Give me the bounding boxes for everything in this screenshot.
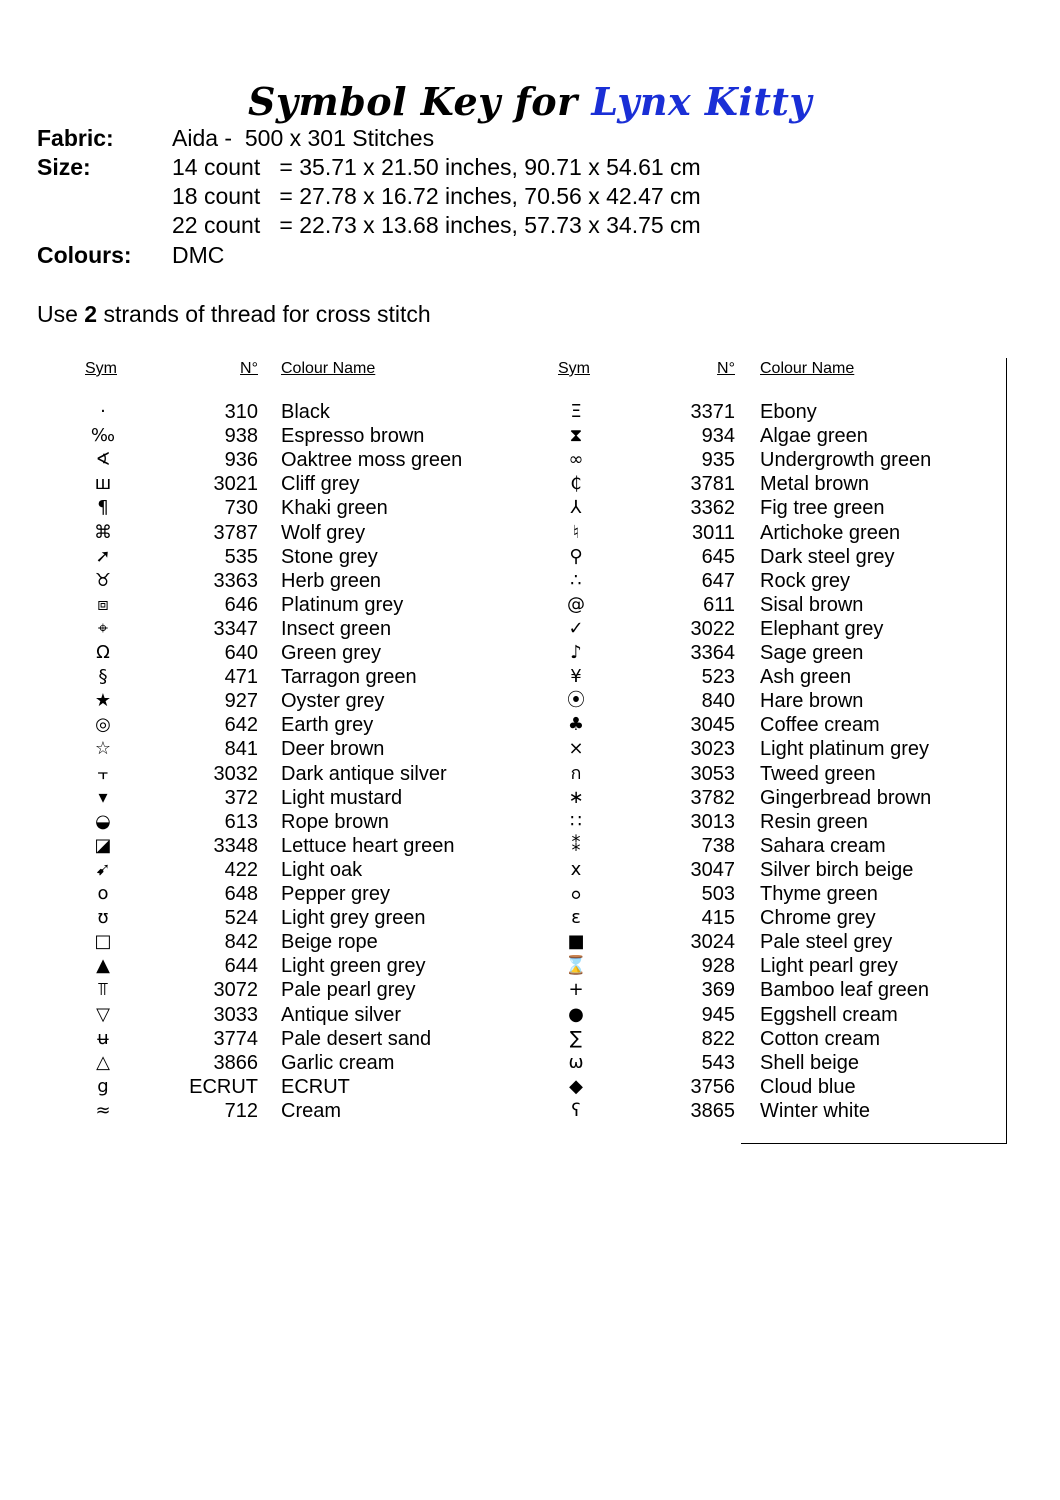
right-dmc-number: 611 xyxy=(703,593,735,616)
right-dmc-number: 415 xyxy=(701,907,735,930)
right-dmc-number: 3865 xyxy=(690,1099,735,1122)
right-dmc-number: 935 xyxy=(701,449,735,472)
right-symbol: ◆ xyxy=(569,1075,583,1097)
left-dmc-number: 3033 xyxy=(213,1003,258,1026)
fabric-value: Aida - 500 x 301 Stitches xyxy=(172,125,435,151)
right-symbol: Ξ xyxy=(570,401,582,422)
left-symbol: ➹ xyxy=(95,858,111,880)
right-dmc-number: 840 xyxy=(701,690,735,713)
left-symbol: ⫪ xyxy=(97,979,109,1001)
right-dmc-number: 3053 xyxy=(690,762,735,785)
right-symbol: ⧗ xyxy=(569,425,583,447)
right-colour-name: Ebony xyxy=(760,401,817,423)
left-symbol: ʊ xyxy=(97,907,109,929)
page-title xyxy=(0,78,1060,126)
right-dmc-number: 928 xyxy=(701,955,735,978)
right-colour-name: Resin green xyxy=(760,810,868,833)
right-dmc-number: 945 xyxy=(701,1003,735,1026)
right-symbol: ⌛ xyxy=(564,955,588,977)
right-symbol: ⅄ xyxy=(570,497,582,519)
right-colour-name: Hare brown xyxy=(760,690,864,713)
left-dmc-number: 842 xyxy=(224,931,258,954)
left-dmc-number: 648 xyxy=(224,883,258,905)
left-symbol: ▲ xyxy=(96,955,110,977)
left-colour-name: Cliff grey xyxy=(281,473,360,496)
left-colour-name: ECRUT xyxy=(281,1075,350,1098)
left-colour-name: Light green grey xyxy=(281,955,426,978)
right-colour-name: Chrome grey xyxy=(760,907,876,930)
title-prefix: Symbol Key for xyxy=(247,79,578,124)
left-dmc-number: 535 xyxy=(224,545,258,568)
left-colour-name: Rope brown xyxy=(281,810,389,833)
size-22: 22 count = 22.73 x 13.68 inches, 57.73 x 34.75 cm xyxy=(172,212,701,238)
left-symbol: ≈ xyxy=(95,1099,111,1121)
right-symbol: ¥ xyxy=(570,666,582,688)
right-colour-name: Cotton cream xyxy=(760,1027,881,1050)
left-symbol: ⌘ xyxy=(94,521,112,543)
left-colour-name: Black xyxy=(281,401,330,423)
right-symbol: ♮ xyxy=(572,521,580,543)
left-symbol: ★ xyxy=(94,690,112,712)
left-dmc-number: 927 xyxy=(224,690,258,713)
left-symbol: · xyxy=(100,401,106,422)
left-dmc-number: 310 xyxy=(224,401,258,423)
left-dmc-number: 841 xyxy=(224,738,258,761)
left-dmc-number: 730 xyxy=(224,497,258,520)
left-dmc-number: 422 xyxy=(224,858,258,881)
left-colour-name: Wolf grey xyxy=(281,521,366,544)
left-symbol: § xyxy=(98,666,108,688)
left-colour-name: Earth grey xyxy=(281,714,374,737)
right-sym-header: Sym xyxy=(558,360,590,377)
right-dmc-number: 934 xyxy=(701,425,735,448)
right-symbol: ε xyxy=(571,907,581,929)
right-dmc-number: 503 xyxy=(701,883,735,905)
size-14: 14 count = 35.71 x 21.50 inches, 90.71 x 54.61 cm xyxy=(172,154,701,180)
left-symbol: □ xyxy=(94,931,112,953)
right-dmc-number: 3023 xyxy=(690,738,735,761)
left-symbol: ▽ xyxy=(96,1003,110,1025)
right-dmc-number: 523 xyxy=(701,666,735,689)
left-dmc-number: 642 xyxy=(224,714,258,737)
left-dmc-number: 3348 xyxy=(213,834,258,857)
right-dmc-number: 3024 xyxy=(690,931,735,954)
right-symbol: @ xyxy=(567,593,585,615)
left-colour-name: Pale pearl grey xyxy=(281,979,416,1002)
right-colour-name: Light pearl grey xyxy=(760,955,898,978)
left-dmc-number: 646 xyxy=(224,593,258,616)
left-colour-name: Tarragon green xyxy=(281,666,417,689)
left-symbol: Ω xyxy=(96,642,110,663)
left-colour-name: Green grey xyxy=(281,642,382,664)
right-symbol: + xyxy=(568,979,584,1001)
left-name-header: Colour Name xyxy=(281,360,376,377)
right-dmc-number: 3756 xyxy=(690,1075,735,1098)
right-dmc-number: 3045 xyxy=(690,714,735,737)
left-dmc-number: 3363 xyxy=(213,569,258,592)
right-dmc-number: 3371 xyxy=(690,401,735,423)
left-dmc-number: 640 xyxy=(224,642,258,664)
left-colour-name: Light oak xyxy=(281,858,363,881)
right-num-header: N° xyxy=(717,360,735,377)
right-colour-name: Pale steel grey xyxy=(760,931,893,954)
left-symbol: ♉ xyxy=(94,569,112,591)
right-dmc-number: 369 xyxy=(701,979,735,1002)
right-symbol: ∗ xyxy=(568,786,584,808)
right-symbol: ✓ xyxy=(568,617,584,639)
frame-right-border xyxy=(1006,358,1007,1143)
right-colour-name: Metal brown xyxy=(760,473,869,496)
right-colour-name: Elephant grey xyxy=(760,617,884,640)
strands-post: strands of thread for cross stitch xyxy=(97,301,431,327)
left-sym-header: Sym xyxy=(85,360,117,377)
left-symbol: ш xyxy=(94,473,112,495)
left-num-header: N° xyxy=(240,360,258,377)
right-colour-name: Ash green xyxy=(760,666,852,689)
right-symbol: ⨯ xyxy=(568,738,584,760)
right-colour-name: Algae green xyxy=(760,425,868,448)
left-colour-name: Pepper grey xyxy=(281,883,390,905)
left-dmc-number: 3347 xyxy=(213,617,258,640)
right-colour-name: Undergrowth green xyxy=(760,449,932,472)
left-colour-name: Light mustard xyxy=(281,786,403,809)
left-colour-name: Garlic cream xyxy=(281,1051,395,1074)
right-colour-name: Eggshell cream xyxy=(760,1003,898,1026)
left-symbol: ⧈ xyxy=(97,593,109,615)
pattern-name: Lynx Kitty xyxy=(591,79,813,124)
right-dmc-number: 3362 xyxy=(690,497,735,520)
left-dmc-number: 3032 xyxy=(213,762,258,785)
right-symbol: ₵ xyxy=(570,473,582,495)
right-dmc-number: 822 xyxy=(701,1027,735,1050)
right-symbol: ■ xyxy=(567,931,585,953)
right-dmc-number: 645 xyxy=(701,545,735,568)
right-colour-name: Artichoke green xyxy=(760,521,901,544)
right-colour-name: Dark steel grey xyxy=(760,545,895,568)
left-symbol: ⫟ xyxy=(97,762,109,784)
left-colour-name: Light grey green xyxy=(281,907,426,930)
left-colour-name: Cream xyxy=(281,1099,342,1122)
left-symbol: ◎ xyxy=(95,714,111,736)
right-symbol: ● xyxy=(568,1003,584,1025)
right-dmc-number: 3022 xyxy=(690,617,735,640)
left-dmc-number: ECRUT xyxy=(189,1075,258,1098)
left-colour-name: Insect green xyxy=(281,617,392,640)
right-colour-name: Winter white xyxy=(760,1099,871,1122)
left-colour-name: Antique silver xyxy=(281,1003,402,1026)
left-symbol: ▾ xyxy=(98,786,108,808)
right-symbol: ∞ xyxy=(568,449,584,471)
left-symbol: ʉ xyxy=(97,1027,109,1049)
left-symbol: ◒ xyxy=(95,810,111,832)
left-dmc-number: 3866 xyxy=(213,1051,258,1074)
left-colour-name: Deer brown xyxy=(281,738,385,761)
left-colour-name: Dark antique silver xyxy=(281,762,447,785)
right-dmc-number: 647 xyxy=(701,569,735,592)
left-colour-name: Khaki green xyxy=(281,497,388,520)
left-dmc-number: 3787 xyxy=(213,521,258,544)
right-colour-name: Bamboo leaf green xyxy=(760,979,930,1002)
right-colour-name: Fig tree green xyxy=(760,497,885,520)
colours-label: Colours: xyxy=(37,242,132,268)
left-dmc-number: 3072 xyxy=(213,979,258,1002)
left-dmc-number: 613 xyxy=(224,810,258,833)
left-dmc-number: 936 xyxy=(224,449,258,472)
left-symbol: △ xyxy=(96,1051,110,1073)
right-dmc-number: 738 xyxy=(701,834,735,857)
left-symbol: ☆ xyxy=(94,738,112,760)
right-colour-name: Sisal brown xyxy=(760,593,864,616)
right-symbol: ♪ xyxy=(570,642,582,663)
right-symbol: ⦿ xyxy=(567,690,585,712)
right-symbol: ω xyxy=(568,1051,584,1073)
left-dmc-number: 938 xyxy=(224,425,258,448)
right-colour-name: Silver birch beige xyxy=(760,858,914,881)
left-dmc-number: 524 xyxy=(224,907,258,930)
right-colour-name: Shell beige xyxy=(760,1051,859,1074)
size-18: 18 count = 27.78 x 16.72 inches, 70.56 x 42.47 cm xyxy=(172,183,701,209)
right-colour-name: Tweed green xyxy=(760,762,876,785)
strands-pre: Use xyxy=(37,301,85,327)
left-symbol: ⌖ xyxy=(97,617,109,639)
left-colour-name: Oyster grey xyxy=(281,690,385,713)
right-colour-name: Light platinum grey xyxy=(760,738,929,761)
right-colour-name: Rock grey xyxy=(760,569,851,592)
left-colour-name: Pale desert sand xyxy=(281,1027,432,1050)
frame-bottom-border xyxy=(741,1143,1007,1144)
right-symbol: ʕ xyxy=(571,1099,581,1121)
right-dmc-number: 3781 xyxy=(690,473,735,496)
left-dmc-number: 471 xyxy=(224,666,258,689)
size-label: Size: xyxy=(37,154,91,180)
left-colour-name: Lettuce heart green xyxy=(281,834,455,857)
right-dmc-number: 3047 xyxy=(690,858,735,881)
right-symbol: ⁑ xyxy=(571,834,581,856)
right-symbol: ߋ xyxy=(570,883,582,904)
strands-note xyxy=(37,300,431,329)
right-colour-name: Sahara cream xyxy=(760,834,886,857)
left-dmc-number: 712 xyxy=(224,1099,258,1122)
left-colour-name: Herb green xyxy=(281,569,382,592)
right-colour-name: Thyme green xyxy=(760,883,878,905)
left-symbol: ∢ xyxy=(95,449,111,471)
strands-count: 2 xyxy=(84,301,98,327)
left-symbol: o xyxy=(97,883,109,904)
left-dmc-number: 372 xyxy=(224,786,258,809)
fabric-label: Fabric: xyxy=(37,125,114,151)
left-colour-name: Oaktree moss green xyxy=(281,449,463,472)
left-colour-name: Platinum grey xyxy=(281,593,404,616)
left-dmc-number: 3774 xyxy=(213,1027,258,1050)
right-dmc-number: 3013 xyxy=(690,810,735,833)
left-colour-name: Beige rope xyxy=(281,931,378,954)
right-symbol: ก xyxy=(570,762,582,784)
right-colour-name: Gingerbread brown xyxy=(760,786,932,809)
right-symbol: x xyxy=(570,858,582,880)
colours-value: DMC xyxy=(172,242,225,268)
right-dmc-number: 3011 xyxy=(691,521,735,544)
right-colour-name: Coffee cream xyxy=(760,714,880,737)
right-symbol: ⚲ xyxy=(569,545,583,567)
right-dmc-number: 3364 xyxy=(690,642,735,664)
right-dmc-number: 3782 xyxy=(690,786,735,809)
right-name-header: Colour Name xyxy=(760,360,855,377)
left-symbol: ◪ xyxy=(94,834,112,856)
right-symbol: ♣ xyxy=(567,714,585,736)
right-symbol: ∷ xyxy=(570,810,582,832)
right-colour-name: Cloud blue xyxy=(760,1075,856,1098)
right-symbol: ∑ xyxy=(569,1027,583,1049)
left-symbol: ¶ xyxy=(97,497,109,519)
left-symbol: g xyxy=(97,1075,109,1097)
left-dmc-number: 3021 xyxy=(213,473,258,496)
left-colour-name: Espresso brown xyxy=(281,425,425,448)
right-colour-name: Sage green xyxy=(760,642,864,664)
left-symbol: ‰ xyxy=(90,425,116,447)
right-dmc-number: 543 xyxy=(701,1051,735,1074)
right-symbol: ∴ xyxy=(570,569,582,591)
left-dmc-number: 644 xyxy=(224,955,258,978)
left-symbol: ➚ xyxy=(95,545,111,567)
left-colour-name: Stone grey xyxy=(281,545,378,568)
